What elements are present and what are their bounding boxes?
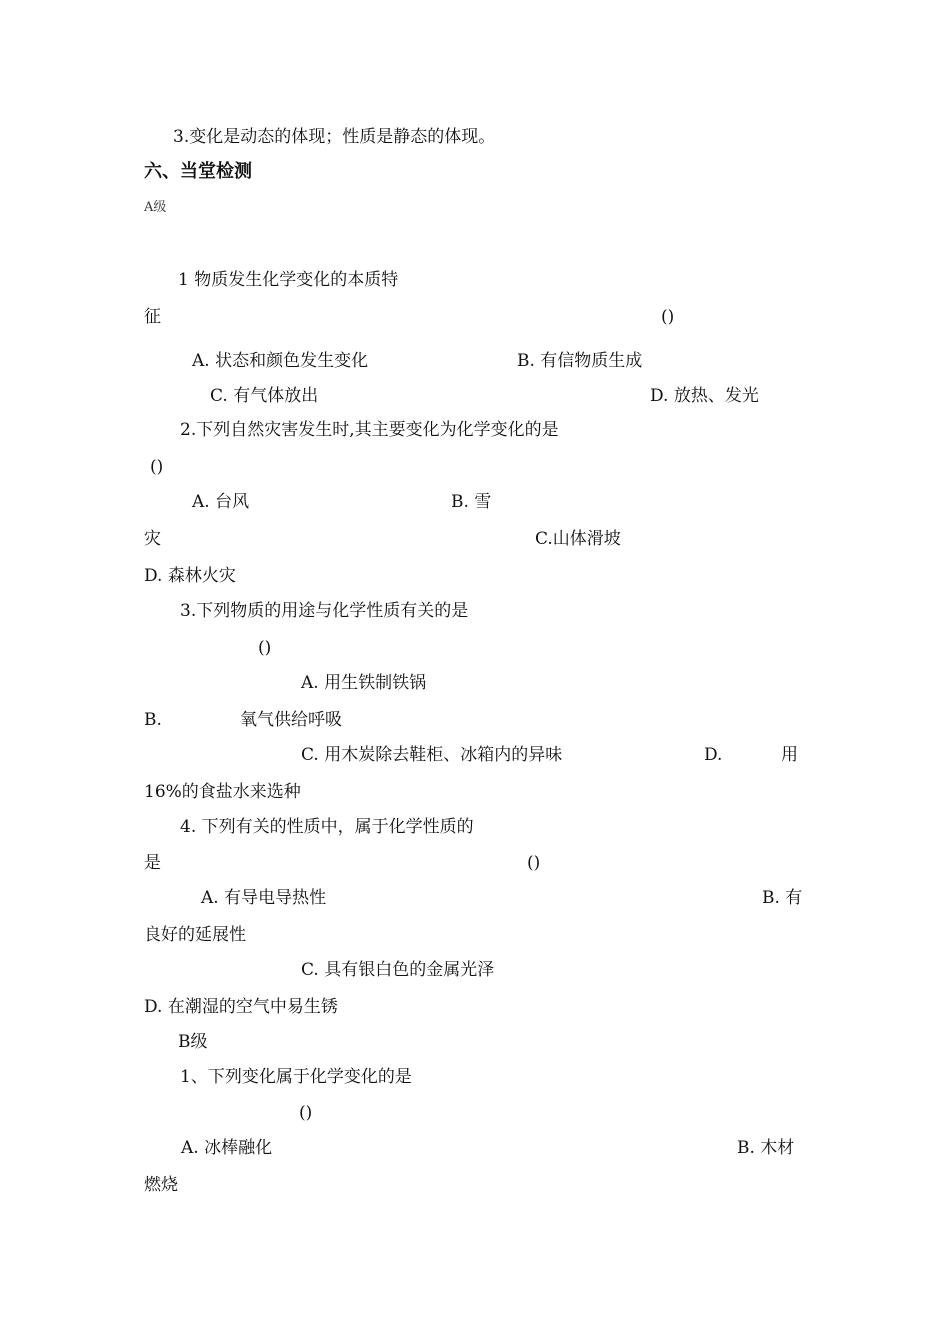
question-b1-option-b-cont: 燃烧: [144, 1175, 178, 1195]
question-a3-option-c: C. 用木炭除去鞋柜、冰箱内的异味: [301, 745, 563, 765]
question-a2-option-b-cont: 灾: [144, 529, 161, 549]
level-b-label: B级: [178, 1032, 208, 1052]
question-b1-stem: 1、下列变化属于化学变化的是: [180, 1067, 412, 1087]
question-a4-option-b: B. 有: [762, 888, 803, 908]
question-a4-stem-cont: 是: [144, 853, 161, 873]
question-a3-option-b: 氧气供给呼吸: [240, 710, 342, 730]
question-b1-option-b: B. 木材: [737, 1138, 795, 1158]
question-a1-option-b: B. 有信物质生成: [517, 351, 643, 371]
question-a3-option-b-label: B.: [144, 710, 162, 730]
question-a4-option-a: A. 有导电导热性: [201, 888, 327, 908]
question-a4-option-c: C. 具有银白色的金属光泽: [301, 960, 495, 980]
question-a4-option-d: D. 在潮湿的空气中易生锈: [144, 997, 338, 1017]
question-a1-stem-cont: 征: [144, 307, 161, 327]
question-a2-stem: 2.下列自然灾害发生时,其主要变化为化学变化的是: [180, 420, 559, 440]
question-a3-option-a: A. 用生铁制铁锅: [301, 673, 427, 693]
question-a1-option-a: A. 状态和颜色发生变化: [192, 351, 369, 371]
question-b1-option-a: A. 冰棒融化: [181, 1138, 273, 1158]
section-title: 六、当堂检测: [144, 161, 252, 182]
question-a2-option-b: B. 雪: [451, 492, 492, 512]
question-a1-option-c: C. 有气体放出: [210, 386, 319, 406]
question-a2-option-a: A. 台风: [192, 492, 250, 512]
question-a4-option-b-cont: 良好的延展性: [144, 925, 246, 945]
question-a1-stem: 1 物质发生化学变化的本质特: [178, 270, 399, 290]
question-a3-answer-bracket: (): [258, 638, 272, 658]
question-a4-answer-bracket: (): [527, 853, 541, 873]
question-a3-option-d-cont: 16%的食盐水来选种: [144, 782, 301, 802]
question-a2-option-c: C.山体滑坡: [535, 529, 621, 549]
question-a2-option-d: D. 森林火灾: [144, 566, 236, 586]
question-a1-option-d: D. 放热、发光: [650, 386, 759, 406]
question-a3-option-d-label: D.: [704, 745, 723, 765]
question-a3-option-d: 用: [781, 745, 798, 765]
question-a2-answer-bracket: (): [150, 457, 164, 477]
question-a1-answer-bracket: (): [661, 307, 675, 327]
question-b1-answer-bracket: (): [299, 1103, 313, 1123]
question-a3-stem: 3.下列物质的用途与化学性质有关的是: [180, 601, 469, 621]
question-a4-stem: 4. 下列有关的性质中，属于化学性质的: [180, 817, 474, 837]
level-a-label: A级: [144, 200, 167, 215]
summary-point-3: 3.变化是动态的体现；性质是静态的体现。: [173, 127, 496, 147]
